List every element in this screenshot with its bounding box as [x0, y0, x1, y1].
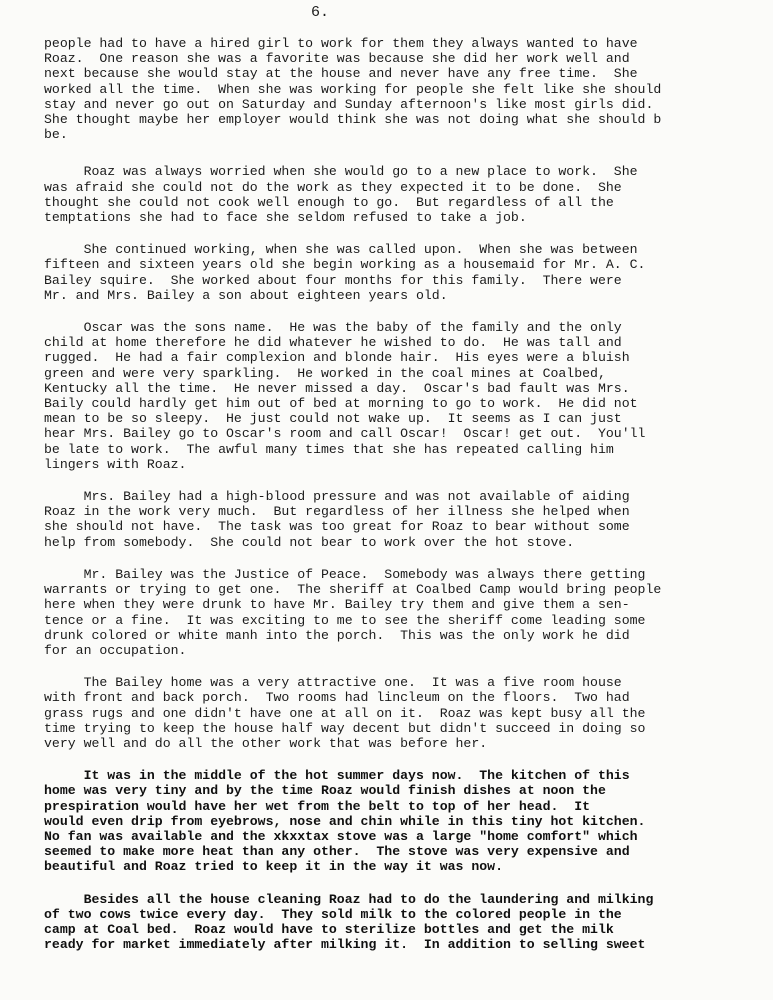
paragraph-bailey-home: The Bailey home was a very attractive one. It was a five room house with front and back porch. Two rooms had lincleum on the floors. Two had grass rugs and one didn't have one at all on it. Roaz was kept busy all the time trying to keep the house half way decent but didn't succeed in doing so very well and do all the other work that was before her. — [44, 675, 646, 751]
paragraph-hired-girl: people had to have a hired girl to work for them they always wanted to have Roaz. One reason she was a favorite was because she did her work well and next because she would stay at the house and never have any free time. She worked all the time. When she was working for people she felt like she should stay and never go out on Saturday and Sunday afternoon's like most girls did. She thought maybe her employer would think she was not doing what she should b be. — [44, 36, 662, 143]
paragraph-mrs-bailey: Mrs. Bailey had a high-blood pressure and was not available of aiding Roaz in the work very much. But regardless of her illness she helped when she should not have. The task was too great for Roaz to bear without some help from somebody. She could not bear to work over the hot stove. — [44, 489, 630, 550]
paragraph-oscar: Oscar was the sons name. He was the baby of the family and the only child at home therefore he did whatever he wished to do. He was tall and rugged. He had a fair complexion and blonde hair. His eyes were a bluish green and were very sparkling. He worked in the coal mines at Coalbed, Kentucky all the time. He never missed a day. Oscar's bad fault was Mrs. Baily could hardly get him out of bed at morning to go to work. He did not mean to be so sleepy. He just could not wake up. It seems as I can just hear Mrs. Bailey go to Oscar's room and call Oscar! Oscar! get out. You'll be late to work. The awful many times that she has repeated calling him lingers with Roaz. — [44, 320, 646, 472]
paragraph-laundering-milking: Besides all the house cleaning Roaz had to do the laundering and milking of two cows twice every day. They sold milk to the colored people in the camp at Coal bed. Roaz would have to sterilize bottles and get the milk ready for market immediately after milking it. In addition to selling sweet — [44, 891, 654, 953]
document-body — [44, 36, 744, 952]
paragraph-housemaid: She continued working, when she was called upon. When she was between fifteen and sixteen years old she begin working as a housemaid for Mr. A. C. Bailey squire. She worked about four months for this family. There were Mr. and Mrs. Bailey a son about eighteen years old. — [44, 242, 646, 303]
page-number: 6. — [310, 4, 329, 21]
paragraph-worried: Roaz was always worried when she would go to a new place to work. She was afraid she could not do the work as they expected it to be done. She thought she could not cook well enough to go. But regardless of all the temptations she had to face she seldom refused to take a job. — [44, 164, 638, 226]
paragraph-hot-summer: It was in the middle of the hot summer days now. The kitchen of this home was very tiny and by the time Roaz would finish dishes at noon the prespiration would have her wet from the belt to top of her head. It would even drip from eyebrows, nose and chin while in this tiny hot kitchen. No fan was available and the xkxxtax stove was a large "home comfort" which seemed to make more heat than any other. The stove was very expensive and beautiful and Roaz tried to keep it in the way it was now. — [44, 768, 646, 875]
paragraph-justice-of-peace: Mr. Bailey was the Justice of Peace. Somebody was always there getting warrants or trying to get one. The sheriff at Coalbed Camp would bring people here when they were drunk to have Mr. Bailey try them and give them a sen- tence or a fine. It was exciting to me to see the sheriff come leading some drunk colored or white manh into the porch. This was the only work he did for an occupation. — [44, 566, 662, 658]
